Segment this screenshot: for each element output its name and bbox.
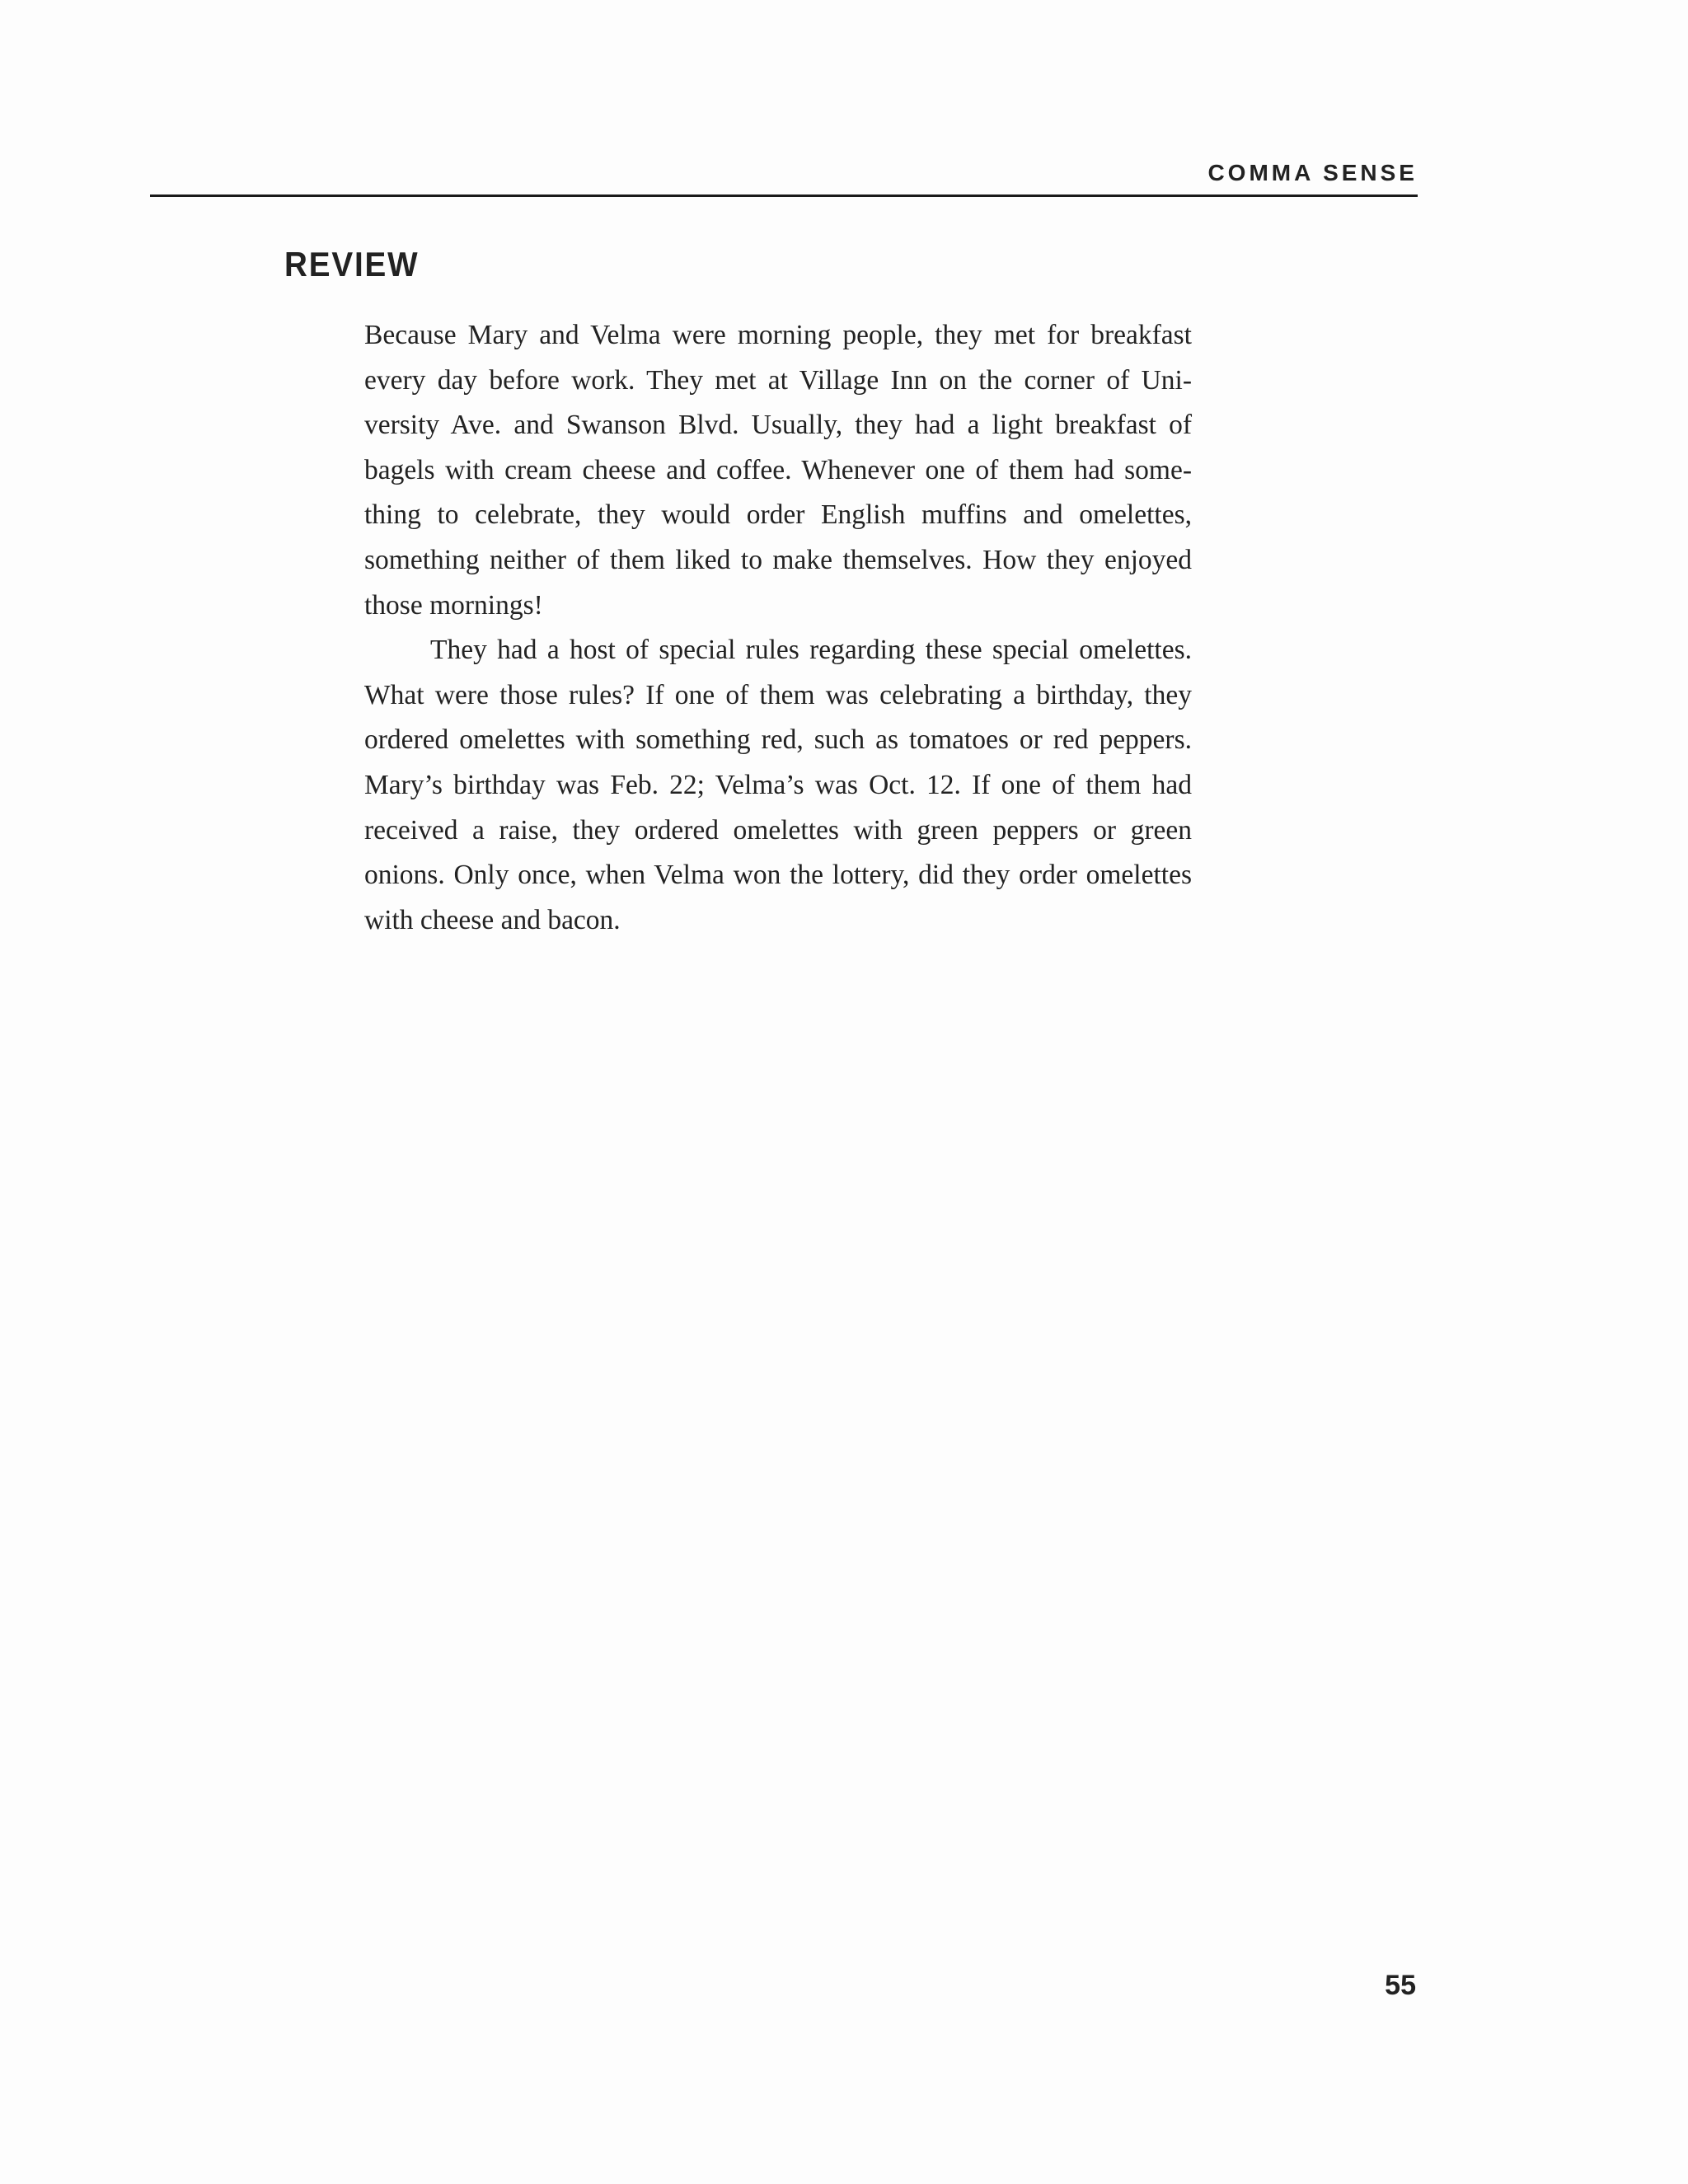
text-line: those mornings! <box>364 589 543 621</box>
running-head: COMMA SENSE <box>1207 160 1418 185</box>
text-line: thing to celebrate, they would order English muffins and omelettes, <box>364 499 1192 531</box>
text-line: bagels with cream cheese and coffee. Whenever one of them had some- <box>364 454 1192 485</box>
body-text <box>364 313 1192 943</box>
text-line: received a raise, they ordered omelettes with green peppers or green <box>364 814 1192 846</box>
text-line: with cheese and bacon. <box>364 904 621 935</box>
text-line: versity Ave. and Swanson Blvd. Usually, they had a light breakfast of <box>364 410 1192 441</box>
text-line: Because Mary and Velma were morning people, they met for breakfast <box>364 320 1192 350</box>
text-line: They had a host of special rules regarding these special omelettes. <box>430 635 1192 666</box>
paragraph-2 <box>364 628 1192 943</box>
text-line: Mary’s birthday was Feb. 22; Velma’s was Oct. 12. If one of them had <box>364 769 1192 800</box>
text-line: onions. Only once, when Velma won the lottery, did they order omelettes <box>364 860 1192 891</box>
page-number: 55 <box>1385 1970 1416 2001</box>
header-rule <box>150 194 1418 197</box>
text-line: every day before work. They met at Village Inn on the corner of Uni- <box>364 364 1192 396</box>
section-title: REVIEW <box>284 245 420 284</box>
text-line: ordered omelettes with something red, such as tomatoes or red peppers. <box>364 724 1192 756</box>
text-line: something neither of them liked to make themselves. How they enjoyed <box>364 544 1192 575</box>
paragraph-1 <box>364 313 1192 628</box>
text-line: What were those rules? If one of them was celebrating a birthday, they <box>364 679 1192 710</box>
